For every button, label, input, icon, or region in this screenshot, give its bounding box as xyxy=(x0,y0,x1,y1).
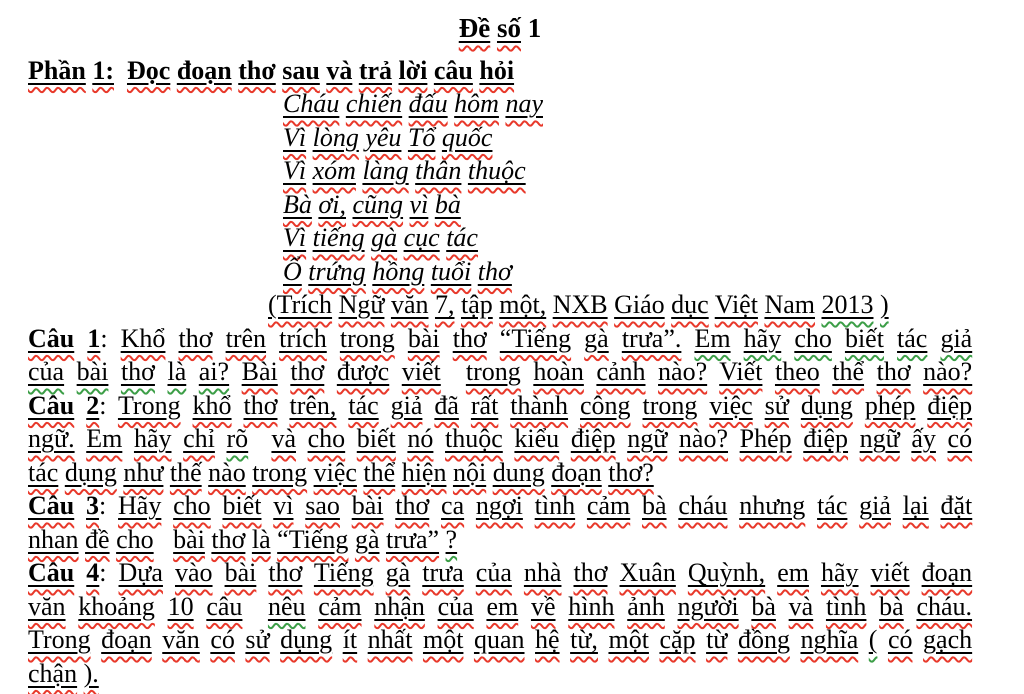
poem-line: Vì lòng yêu Tổ quốc xyxy=(283,122,493,152)
question-line: Câu 4: Dựa vào bài thơ Tiếng gà trưa của nhà thơ Xuân Quỳnh, em hãy viết đoạn xyxy=(28,558,973,587)
poem-citation: (Trích Ngữ văn 7, tập một, NXB Giáo dục Việt Nam 2013 ) xyxy=(268,290,889,319)
question-line: tác dụng như thế nào trong việc thể hiện nội dung đoạn thơ? xyxy=(28,457,654,487)
page-title: Đề số 1 xyxy=(458,13,542,43)
question-line: Câu 2: Trong khổ thơ trên, tác giả đã rất thành công trong việc sử dụng phép điệp xyxy=(28,390,973,420)
question-line: Câu 3: Hãy cho biết vì sao bài thơ ca ngợi tình cảm bà cháu nhưng tác giả lại đặt xyxy=(28,491,973,520)
question-line: Câu 1: Khổ thơ trên trích trong bài thơ “Tiếng gà trưa”. Em hãy cho biết tác giả xyxy=(28,323,973,353)
question-label: Câu 3 xyxy=(28,491,100,520)
question-label: Câu 4 xyxy=(28,558,100,587)
section-heading: Phần 1: Đọc đoạn thơ sau và trả lời câu hỏi xyxy=(28,55,515,85)
question-paragraph xyxy=(28,322,972,389)
question-paragraph xyxy=(28,556,972,690)
question-line: văn khoảng 10 câu nêu cảm nhận của em về hình ảnh người bà và tình bà cháu. xyxy=(28,591,973,621)
question-line: của bài thơ là ai? Bài thơ được viết trong hoàn cảnh nào? Viết theo thể thơ nào? xyxy=(28,357,973,386)
poem-block xyxy=(283,87,972,288)
question-paragraph xyxy=(28,389,972,490)
question-line: chận ). xyxy=(28,658,99,688)
poem-line: Cháu chiến đấu hôm nay xyxy=(283,89,543,118)
question-line: ngữ. Em hãy chỉ rõ và cho biết nó thuộc kiểu điệp ngữ nào? Phép điệp ngữ ấy có xyxy=(28,424,973,453)
poem-line: Vì tiếng gà cục tác xyxy=(283,223,478,252)
questions-block xyxy=(28,322,972,691)
question-line: Trong đoạn văn có sử dụng ít nhất một quan hệ từ, một cặp từ đồng nghĩa ( có gạch xyxy=(28,625,973,654)
question-paragraph xyxy=(28,489,972,556)
question-line: nhan đề cho bài thơ là “Tiếng gà trưa” ? xyxy=(28,524,458,554)
poem-line: Ổ trứng hồng tuổi thơ xyxy=(283,256,512,286)
poem-line: Vì xóm làng thân thuộc xyxy=(283,156,526,185)
question-label: Câu 2 xyxy=(28,390,100,420)
question-label: Câu 1 xyxy=(28,323,101,353)
poem-line: Bà ơi, cũng vì bà xyxy=(283,189,461,219)
